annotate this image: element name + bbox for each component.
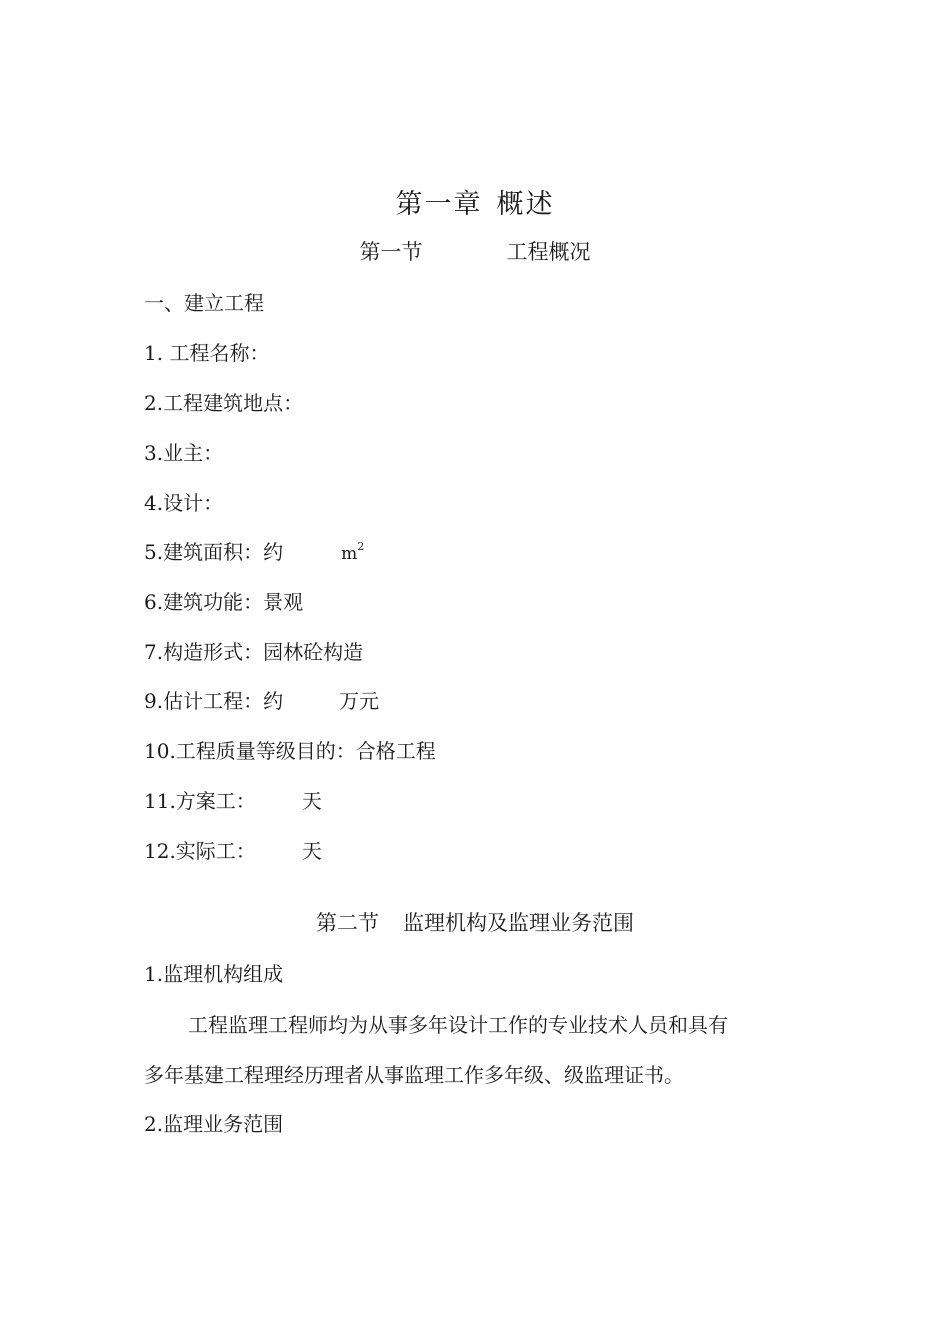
estimated-cost-unit: 万元: [339, 689, 380, 713]
chapter-name: 概述: [496, 189, 555, 220]
building-area-label: 5.建筑面积：约: [144, 540, 284, 564]
chapter-title: [0, 182, 950, 221]
item-project-name: 1. 工程名称：: [144, 341, 270, 365]
item-estimated-cost: [144, 685, 379, 714]
section-2-number: 第二节: [316, 911, 379, 935]
item-planned-duration: [144, 785, 322, 814]
item-building-function: 6.建筑功能：景观: [144, 590, 304, 614]
item-quality-target: 10.工程质量等级目的：合格工程: [144, 739, 436, 763]
item-design: 4.设计：: [144, 491, 224, 515]
building-area-unit-sup: 2: [357, 540, 365, 553]
section-2-name: 监理机构及监理业务范围: [403, 911, 634, 935]
section-1-title: [0, 236, 950, 266]
item-building-area: [144, 536, 364, 565]
item-owner: 3.业主：: [144, 441, 224, 465]
chapter-number: 第一章: [395, 189, 483, 220]
planned-duration-label: 11.方案工：: [144, 789, 256, 813]
building-area-unit: m: [341, 544, 358, 564]
estimated-cost-label: 9.估计工程：约: [144, 689, 284, 713]
paragraph-line-1: 工程监理工程师均为从事多年设计工作的专业技术人员和具有: [188, 1013, 728, 1037]
subheading-supervision-scope: 2.监理业务范围: [144, 1112, 284, 1136]
heading-construction-project: 一、建立工程: [144, 291, 264, 315]
section-2-title: [0, 907, 950, 937]
item-structure-form: 7.构造形式：园林砼构造: [144, 640, 364, 664]
paragraph-line-2: 多年基建工程理经历理者从事监理工作多年级、级监理证书。: [144, 1063, 684, 1087]
section-1-number: 第一节: [359, 240, 423, 264]
actual-duration-label: 12.实际工：: [144, 839, 256, 863]
section-1-name: 工程概况: [506, 240, 591, 264]
item-actual-duration: [144, 835, 322, 864]
subheading-supervision-organization: 1.监理机构组成: [144, 962, 284, 986]
actual-duration-unit: 天: [301, 839, 322, 863]
planned-duration-unit: 天: [301, 789, 322, 813]
item-project-location: 2.工程建筑地点：: [144, 391, 304, 415]
